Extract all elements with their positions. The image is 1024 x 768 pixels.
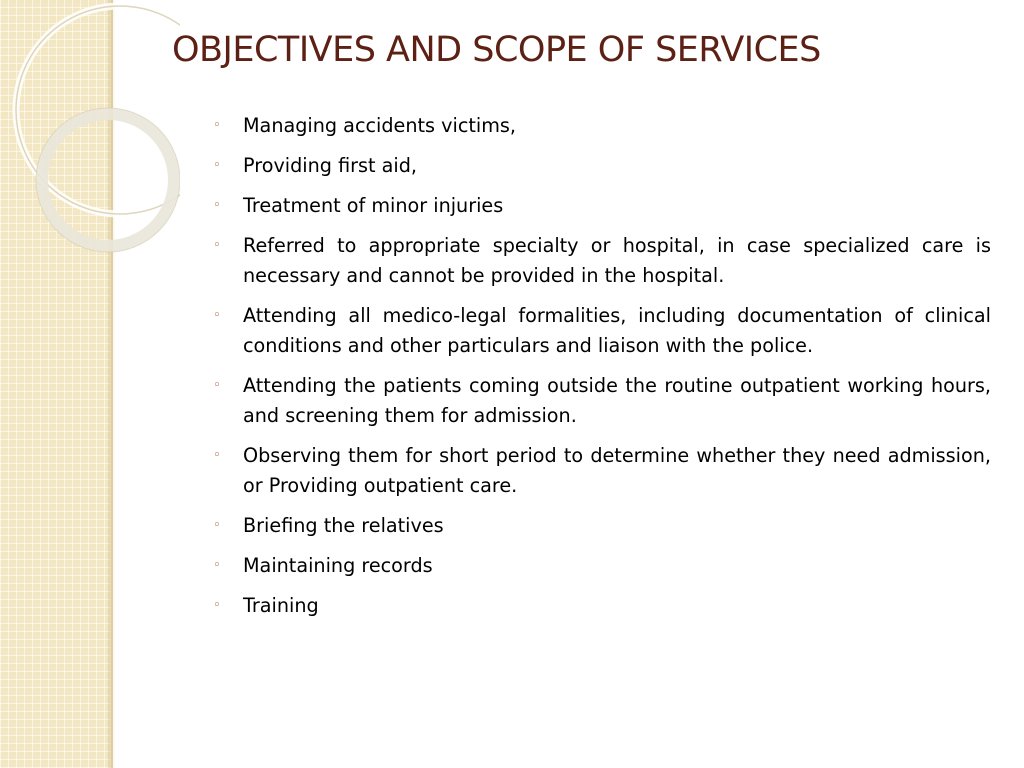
list-item	[213, 191, 991, 221]
bullet-ring-icon: ◦	[213, 238, 221, 253]
list-item-text: Observing them for short period to determine whether they need admission, or Providing outpatient care.	[243, 444, 991, 497]
list-item	[213, 441, 991, 501]
list-item	[213, 231, 991, 291]
objectives-list	[213, 111, 991, 631]
list-item	[213, 591, 991, 621]
list-item-text: Training	[243, 594, 319, 617]
list-item-text: Attending the patients coming outside the routine outpatient working hours, and screening them for admission.	[243, 374, 991, 427]
decorative-circles	[0, 0, 180, 300]
list-item	[213, 301, 991, 361]
bullet-ring-icon: ◦	[213, 308, 221, 323]
bullet-ring-icon: ◦	[213, 598, 221, 613]
list-item-text: Treatment of minor injuries	[243, 194, 504, 217]
list-item-text: Managing accidents victims,	[243, 114, 517, 137]
bullet-ring-icon: ◦	[213, 558, 221, 573]
list-item-text: Referred to appropriate specialty or hospital, in case specialized care is necessary and cannot be provided in the hospital.	[243, 234, 991, 287]
list-item	[213, 511, 991, 541]
list-item	[213, 371, 991, 431]
bullet-ring-icon: ◦	[213, 198, 221, 213]
list-item-text: Providing first aid,	[243, 154, 418, 177]
bullet-ring-icon: ◦	[213, 518, 221, 533]
slide-title: OBJECTIVES AND SCOPE OF SERVICES	[172, 30, 821, 70]
bullet-ring-icon: ◦	[213, 448, 221, 463]
bullet-ring-icon: ◦	[213, 158, 221, 173]
list-item	[213, 551, 991, 581]
list-item-text: Maintaining records	[243, 554, 433, 577]
list-item-text: Attending all medico-legal formalities, including documentation of clinical conditions and other particulars and liaison with the police.	[243, 304, 991, 357]
list-item	[213, 111, 991, 141]
bullet-ring-icon: ◦	[213, 378, 221, 393]
list-item-text: Briefing the relatives	[243, 514, 444, 537]
list-item	[213, 151, 991, 181]
bullet-ring-icon: ◦	[213, 118, 221, 133]
